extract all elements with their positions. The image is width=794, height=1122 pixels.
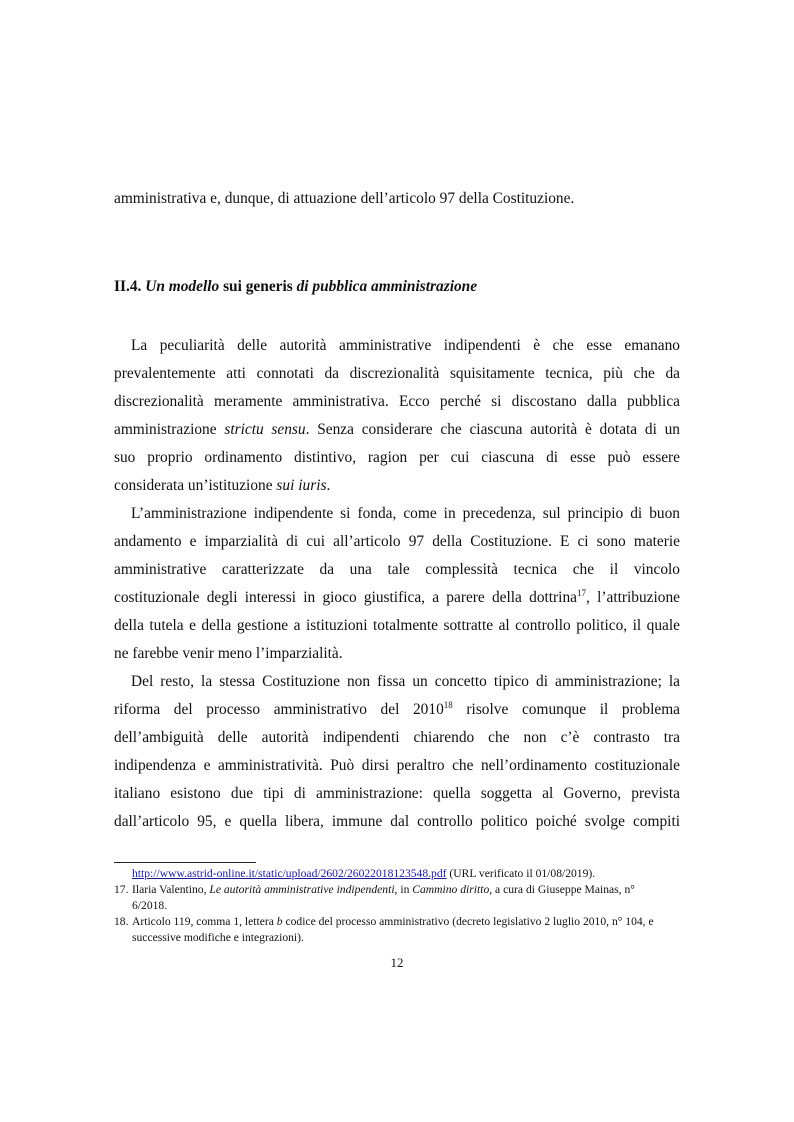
footnote-continuation (132, 866, 680, 882)
p3-line-1: Del resto, la stessa Costituzione non fissa un concetto tipico di amministrazione; la (131, 673, 680, 690)
p1-l6-a: considerata un’istituzione (114, 477, 273, 494)
p2-line-3: amministrative caratterizzate da una tale complessità tecnica che il vincolo (114, 561, 680, 578)
footnote-17-number: 17. (114, 883, 129, 896)
footnote-18-c: codice del processo amministrativo (decreto legislativo 2 luglio 2010, n° 104, e (282, 915, 654, 928)
p2-line-4 (114, 588, 680, 608)
p2-l4-a: costituzionale degli interessi in gioco giustifica, a parere della dottrina (114, 589, 577, 606)
p1-l4-a: amministrazione (114, 421, 217, 438)
p1-line-4 (114, 420, 680, 440)
footnote-url-note: (URL verificato il 01/08/2019). (446, 867, 596, 880)
footnote-separator (114, 862, 256, 863)
p1-line-1: La peculiarità delle autorità amministrative indipendenti è che esse emanano (131, 337, 680, 354)
p1-l6-italic: sui iuris (276, 477, 327, 494)
p1-line-2: prevalentemente atti connotati da discrezionalità squisitamente tecnica, più che da (114, 365, 680, 382)
p3-line-3: dell’ambiguità delle autorità indipendenti chiarendo che non c’è contrasto tra (114, 729, 680, 746)
footnote-ref-17[interactable]: 17 (577, 587, 586, 598)
p2-line-6: ne farebbe venir meno l’imparzialità. (114, 645, 343, 662)
p2-line-2: andamento e imparzialità di cui all’articolo 97 della Costituzione. E ci sono materie (114, 533, 680, 550)
p1-line-5: suo proprio ordinamento distintivo, ragion per cui ciascuna di esse può essere (114, 449, 680, 466)
footnote-18-number: 18. (114, 915, 129, 928)
footnote-ref-18[interactable]: 18 (443, 699, 453, 710)
p3-line-2 (114, 700, 680, 720)
p2-line-1: L’amministrazione indipendente si fonda, come in precedenza, sul principio di buon (131, 505, 680, 522)
p3-l2-a: riforma del processo amministrativo del 2010 (114, 701, 444, 718)
p1-l4-italic: strictu sensu (224, 421, 306, 438)
p3-line-5: italiano esistono due tipi di amministrazione: quella soggetta al Governo, prevista (114, 785, 680, 802)
footnote-17-author: Ilaria Valentino, (132, 883, 210, 896)
heading-italic-1: Un modello (145, 278, 220, 295)
page-number: 12 (390, 955, 404, 970)
footnote-url-link[interactable]: http://www.astrid-online.it/static/upload/2602/26022018123548.pdf (132, 867, 447, 880)
p1-line-3: discrezionalità meramente amministrativa. Ecco perché si discostano dalla pubblica (114, 393, 680, 410)
heading-number: II.4. (114, 278, 142, 295)
footnote-18 (114, 914, 680, 930)
p3-l2-b: risolve comunque il problema (452, 701, 681, 718)
footnote-17-editor: , a cura di Giuseppe Mainas, n° (489, 883, 635, 896)
p3-line-6: dall’articolo 95, e quella libera, immune dal controllo politico poiché svolge compiti (114, 813, 680, 830)
footnote-17-journal: Cammino diritto (412, 883, 490, 896)
heading-italic-2: di pubblica amministrazione (296, 278, 478, 295)
footnote-18-a: Articolo 119, comma 1, lettera (132, 915, 277, 928)
footnote-17 (114, 882, 680, 898)
footnote-17-line-2: 6/2018. (132, 899, 168, 912)
p1-line-6 (114, 476, 680, 496)
p1-l4-c: . Senza considerare che ciascuna autorità è dotata di un (305, 421, 680, 438)
p3-line-4: indipendenza e amministratività. Può dirsi peraltro che nell’ordinamento costituzionale (114, 757, 680, 774)
footnote-18-letter: b (276, 915, 283, 928)
paragraph-continuation: amministrativa e, dunque, di attuazione dell’articolo 97 della Costituzione. (114, 190, 575, 207)
footnote-17-in: , in (394, 883, 413, 896)
p2-line-5: della tutela e della gestione a istituzioni totalmente sottratte al controllo politico, il quale (114, 617, 680, 634)
p1-l6-c: . (326, 477, 331, 494)
section-heading (114, 277, 680, 297)
footnote-17-title: Le autorità amministrative indipendenti (209, 883, 395, 896)
p2-l4-b: , l’attribuzione (586, 589, 680, 606)
footnote-18-line-2: successive modifiche e integrazioni). (132, 931, 304, 944)
heading-sui-generis: sui generis (223, 278, 293, 295)
